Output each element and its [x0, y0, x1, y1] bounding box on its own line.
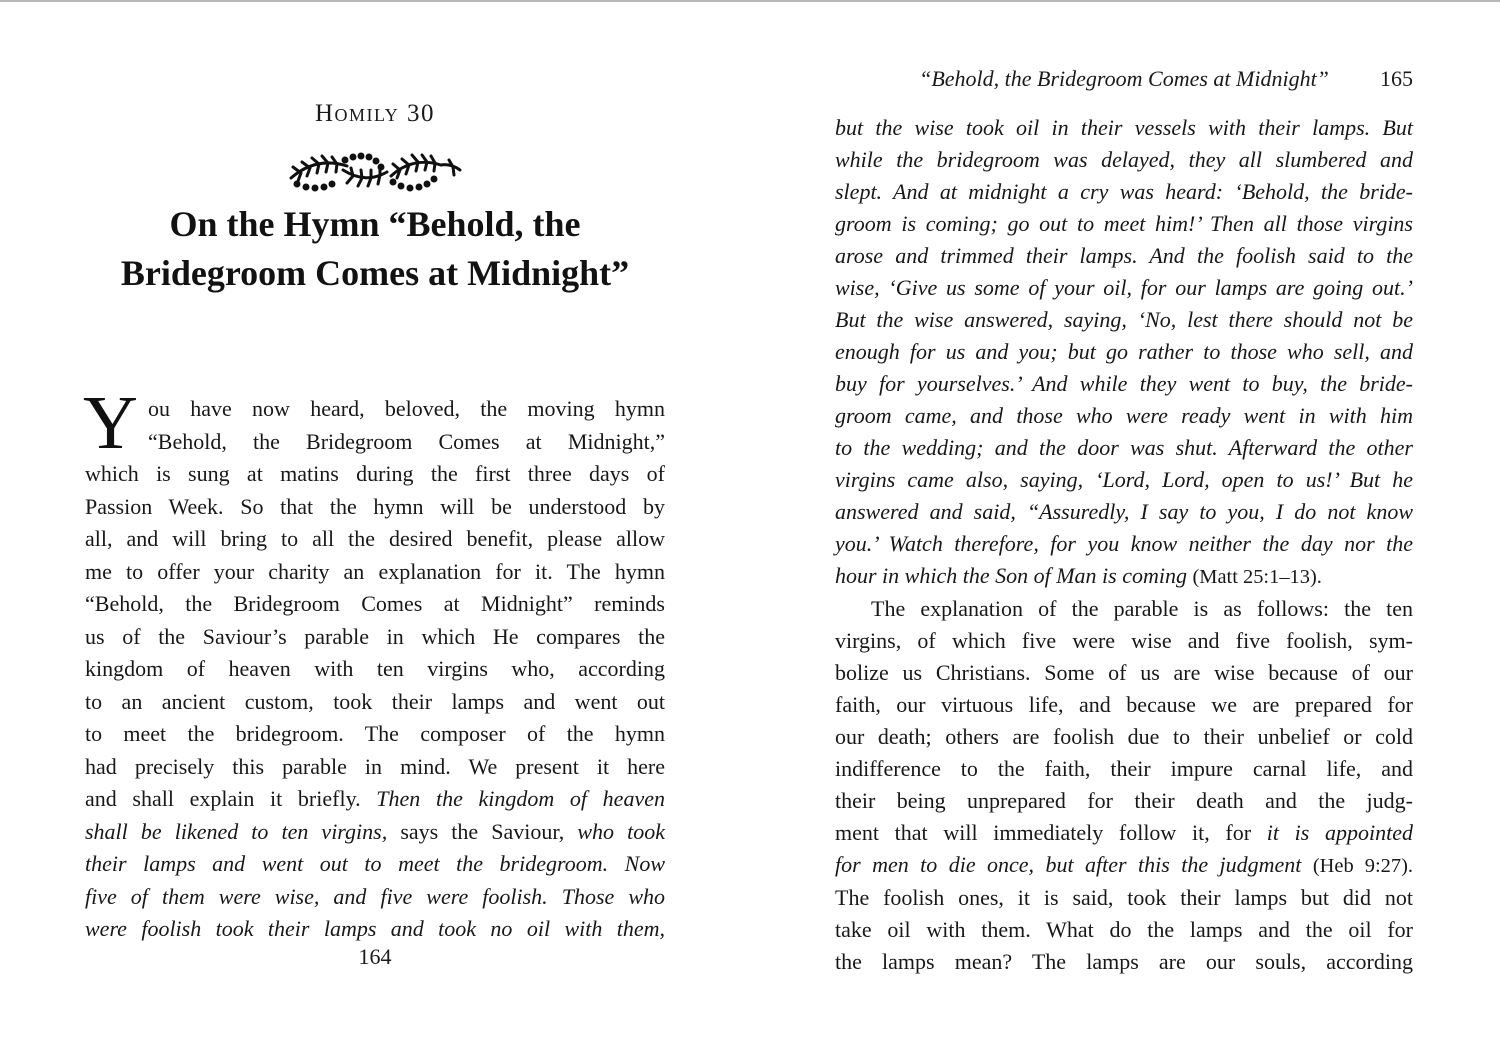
text-line: ou have now heard, beloved, the moving hymn — [148, 396, 665, 421]
text-line: “Behold, the Bridegroom Comes at Midnight” reminds — [85, 591, 665, 616]
text-line: to an ancient custom, took their lamps and went out — [85, 688, 665, 714]
text-line: indifference to the faith, their impure carnal life, and — [835, 756, 1413, 781]
right-page-body — [835, 112, 1413, 978]
text-line: to the wedding; and the door was shut. Afterward the other — [835, 435, 1413, 460]
text-line: our death; others are foolish due to their unbelief or cold — [835, 724, 1413, 749]
text-line: bolize us Christians. Some of us are wise because of our — [835, 660, 1413, 685]
text-line: Passion Week. So that the hymn will be understood by — [85, 493, 665, 519]
text-line: kingdom of heaven with ten virgins who, according — [85, 656, 665, 681]
text-line: all, and will bring to all the desired benefit, please allow — [85, 526, 665, 551]
text-line: had precisely this parable in mind. We present it here — [85, 753, 665, 779]
text-line: But the wise answered, saying, ‘No, lest there should not be — [835, 307, 1413, 332]
text-line: The explanation of the parable is as follows: the ten — [871, 596, 1413, 621]
text-line: virgins came also, saying, ‘Lord, Lord, open to us!’ But he — [835, 467, 1413, 492]
text-line: while the bridegroom was delayed, they all slumbered and — [835, 147, 1413, 172]
page-number-right: 165 — [1380, 66, 1413, 91]
text-line: which is sung at matins during the first three days of — [85, 461, 665, 486]
drop-cap: Y — [83, 381, 138, 465]
text-line: to meet the bridegroom. The composer of the hymn — [85, 721, 665, 746]
page-number-left: 164 — [358, 944, 392, 969]
left-page-body — [83, 381, 666, 946]
text-line: slept. And at midnight a cry was heard: ‘Behold, the bride- — [835, 179, 1413, 204]
text-line: “Behold, the Bridegroom Comes at Midnight,” — [148, 428, 665, 454]
text-line: faith, our virtuous life, and because we are prepared for — [835, 692, 1413, 717]
text-line: the lamps mean? The lamps are our souls, according — [835, 949, 1413, 974]
text-line: you.’ Watch therefore, for you know neither the day nor the — [835, 531, 1413, 556]
chapter-title-line-1: On the Hymn “Behold, the — [169, 204, 581, 244]
text-line: were foolish took their lamps and took no oil with them, — [85, 916, 665, 941]
text-line: their lamps and went out to meet the bridegroom. Now — [85, 851, 665, 876]
chapter-heading: Homily 30 — [315, 100, 435, 127]
text-line: shall be likened to ten virgins, says the Saviour, who took — [85, 818, 666, 844]
text-line: buy for yourselves.’ And while they went to buy, the bride- — [835, 371, 1413, 396]
text-line: us of the Saviour’s parable in which He compares the — [85, 623, 665, 649]
text-line: virgins, of which five were wise and five foolish, sym- — [835, 628, 1413, 653]
text-line: enough for us and you; but go rather to those who sell, and — [835, 339, 1413, 364]
text-line: The foolish ones, it is said, took their lamps but did not — [835, 885, 1413, 910]
chapter-title-line-2: Bridegroom Comes at Midnight” — [120, 253, 630, 293]
right-page — [835, 0, 1413, 1055]
text-line: their being unprepared for their death and the judg- — [835, 788, 1413, 813]
text-line: hour in which the Son of Man is coming (Matt 25:1–13). — [835, 563, 1322, 588]
text-line: answered and said, “Assuredly, I say to you, I do not know — [835, 499, 1413, 524]
running-header: “Behold, the Bridegroom Comes at Midnight” — [919, 66, 1329, 91]
chapter-title — [85, 200, 665, 298]
text-line: ment that will immediately follow it, for it is appointed — [835, 820, 1413, 845]
text-line: wise, ‘Give us some of your oil, for our lamps are going out.’ — [835, 275, 1413, 300]
text-line: five of them were wise, and five were foolish. Those who — [85, 883, 665, 909]
text-line: take oil with them. What do the lamps and the oil for — [835, 917, 1413, 942]
left-page — [85, 0, 665, 1055]
text-line: me to offer your charity an explanation for it. The hymn — [85, 558, 665, 584]
text-line: but the wise took oil in their vessels with their lamps. But — [835, 115, 1413, 140]
text-line: and shall explain it briefly. Then the kingdom of heaven — [85, 786, 665, 811]
running-header-row — [835, 66, 1413, 96]
text-line: groom came, and those who were ready went in with him — [835, 403, 1413, 428]
ornament-icon — [85, 146, 665, 197]
text-line: groom is coming; go out to meet him!’ Then all those virgins — [835, 211, 1413, 236]
text-line: for men to die once, but after this the judgment (Heb 9:27). — [835, 852, 1413, 877]
text-line: arose and trimmed their lamps. And the foolish said to the — [835, 243, 1413, 268]
